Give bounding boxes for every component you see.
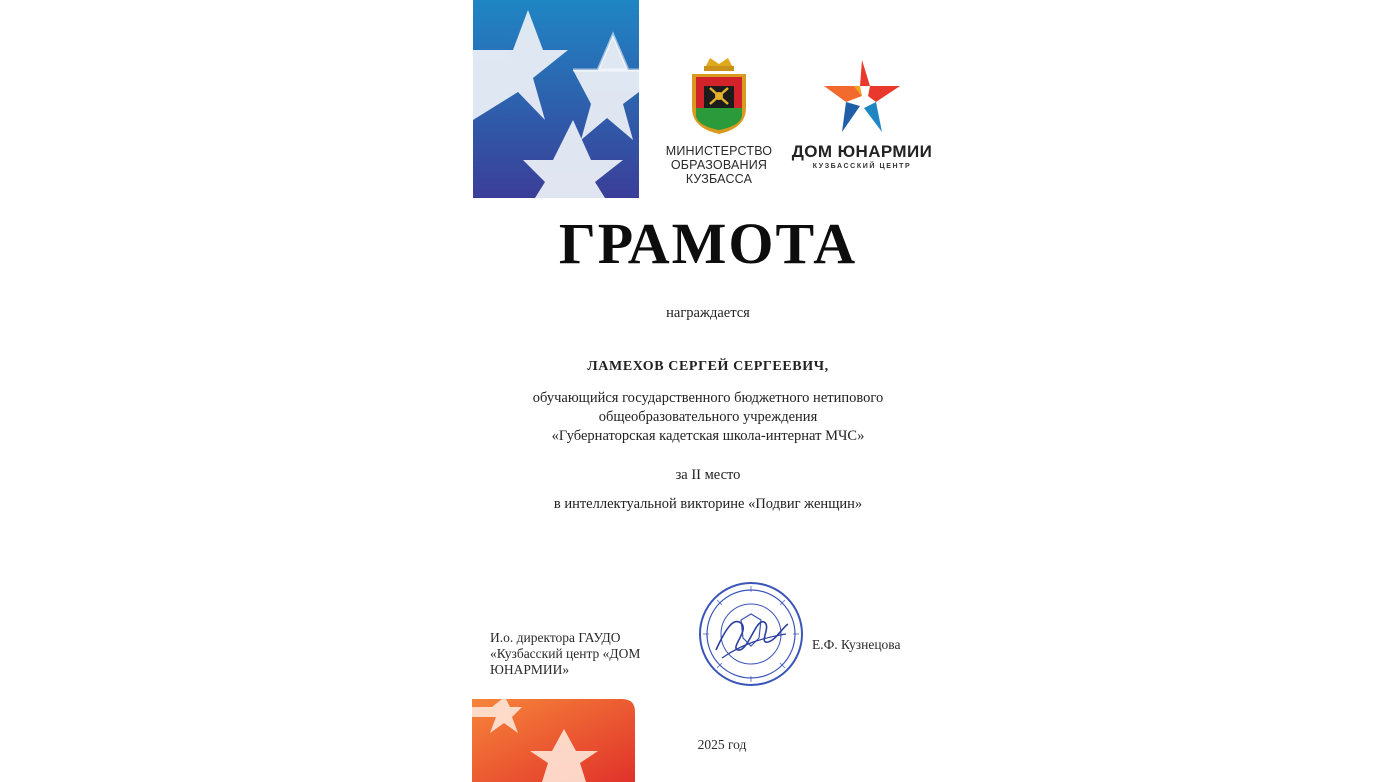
ministry-line: КУЗБАССА (685, 172, 753, 186)
certificate-title: ГРАМОТА (558, 211, 858, 276)
description-line: «Губернаторская кадетская школа-интернат МЧС» (551, 428, 865, 444)
yunarmy-name: ДОМ ЮНАРМИИ (791, 142, 933, 161)
signer-name: Е.Ф. Кузнецова (812, 637, 901, 652)
awarded-label: награждается (666, 305, 750, 321)
ministry-line: ОБРАЗОВАНИЯ (670, 158, 768, 172)
signer-position-line: И.о. директора ГАУДО (490, 630, 621, 645)
award-event: в интеллектуальной викторине «Подвиг женщин» (553, 496, 863, 512)
award-place: за II место (675, 467, 741, 483)
yunarmy-subtitle: КУЗБАССКИЙ ЦЕНТР (812, 163, 912, 170)
signer-position-line: «Кузбасский центр «ДОМ (490, 646, 641, 661)
yunarmy-star-icon (820, 56, 904, 136)
signer-position (490, 630, 655, 678)
yunarmy-logo (786, 56, 938, 170)
decorative-star-panel-top (473, 0, 639, 198)
certificate-year: 2025 год (697, 737, 747, 752)
ministry-logo (664, 56, 774, 186)
recipient-name: ЛАМЕХОВ СЕРГЕЙ СЕРГЕЕВИЧ, (587, 359, 829, 374)
recipient-description (408, 389, 1008, 446)
coat-of-arms-icon (688, 56, 750, 136)
description-line: обучающийся государственного бюджетного нетипового (532, 390, 884, 406)
description-line: общеобразовательного учреждения (598, 409, 818, 425)
decorative-star-panel-bottom (472, 699, 635, 782)
signer-position-line: ЮНАРМИИ» (490, 662, 570, 677)
handwritten-signature (712, 598, 792, 668)
ministry-line: МИНИСТЕРСТВО (665, 144, 773, 158)
